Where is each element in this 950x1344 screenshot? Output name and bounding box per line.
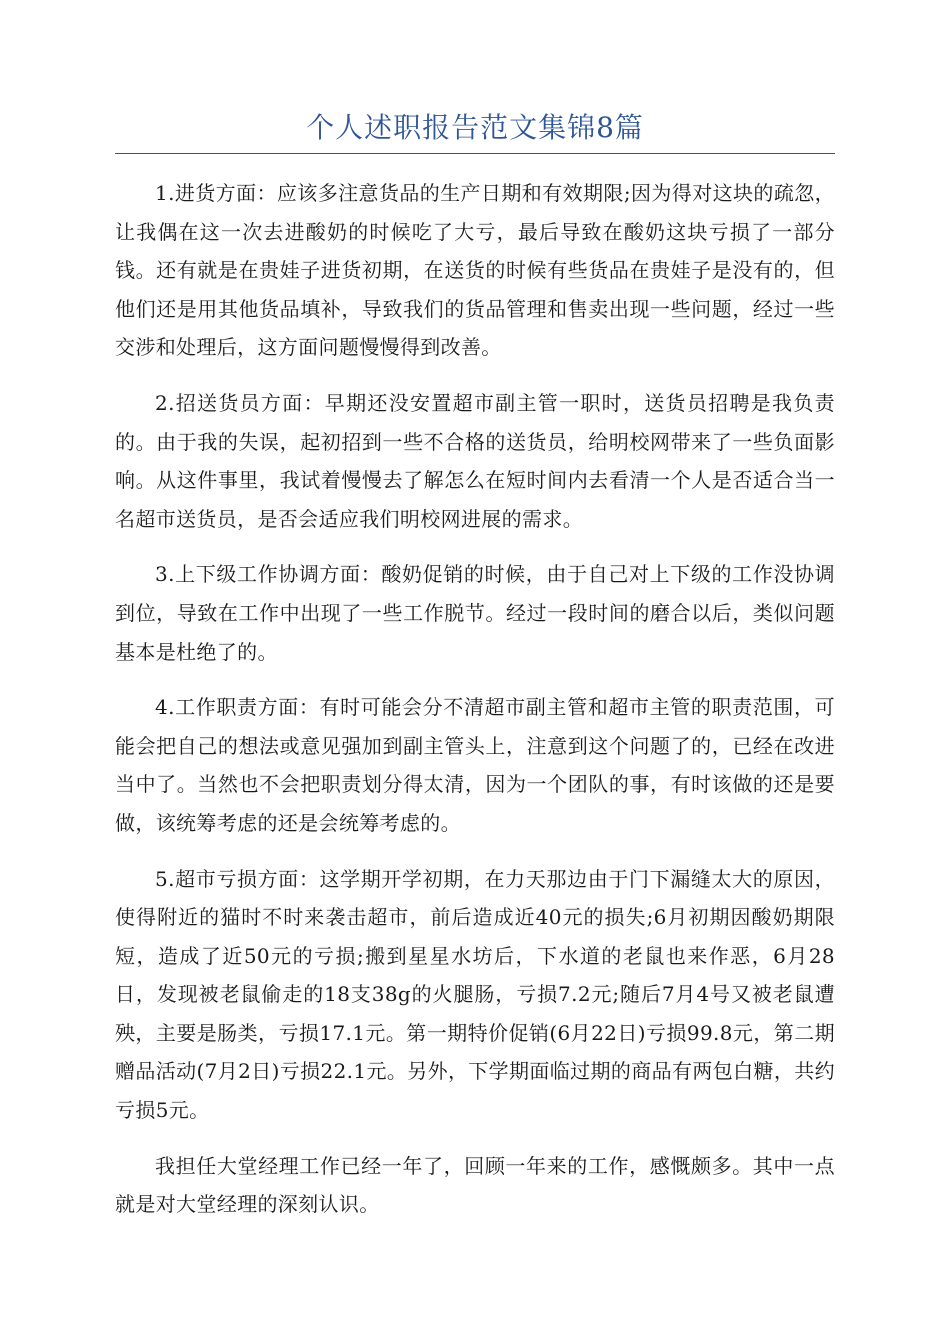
paragraph-delivery-staff: 2.招送货员方面：早期还没安置超市副主管一职时，送货员招聘是我负责的。由于我的失误，起初招到一些不合格的送货员，给明校网带来了一些负面影响。从这件事里，我试着慢慢去了解怎么在短时间内去看清一个人是否适合当一名超市送货员，是否会适应我们明校网进展的需求。 bbox=[115, 390, 835, 531]
paragraph-coordination: 3.上下级工作协调方面：酸奶促销的时候，由于自己对上下级的工作没协调到位，导致在工作中出现了一些工作脱节。经过一段时间的磨合以后，类似问题基本是杜绝了的。 bbox=[115, 562, 835, 664]
document-body bbox=[115, 174, 835, 1241]
paragraph-purchasing: 1.进货方面：应该多注意货品的生产日期和有效期限;因为得对这块的疏忽，让我偶在这一次去进酸奶的时候吃了大亏，最后导致在酸奶这块亏损了一部分钱。还有就是在贵娃子进货初期，在送货的时候有些货品在贵娃子是没有的，但他们还是用其他货品填补，导致我们的货品管理和售卖出现一些问题，经过一些交涉和处理后，这方面问题慢慢得到改善。 bbox=[115, 181, 835, 360]
paragraph-lobby-manager: 我担任大堂经理工作已经一年了，回顾一年来的工作，感慨颇多。其中一点就是对大堂经理的深刻认识。 bbox=[115, 1153, 835, 1217]
paragraph-losses: 5.超市亏损方面：这学期开学初期，在力天那边由于门下漏缝太大的原因，使得附近的猫时不时来袭击超市，前后造成近40元的损失;6月初期因酸奶期限短，造成了近50元的亏损;搬到星星水坊后，下水道的老鼠也来作恶，6月28日，发现被老鼠偷走的18支38g的火腿肠，亏损7.2元;随后7月4号又被老鼠遭殃，主要是肠类，亏损17.1元。第一期特价促销(6月22日)亏损99.8元，第二期赠品活动(7月2日)亏损22.1元。另外，下学期面临过期的商品有两包白糖，共约亏损5元。 bbox=[115, 866, 835, 1123]
document-title: 个人述职报告范文集锦8篇 bbox=[306, 111, 644, 144]
title-underline bbox=[115, 153, 835, 154]
paragraph-responsibilities: 4.工作职责方面：有时可能会分不清超市副主管和超市主管的职责范围，可能会把自己的想法或意见强加到副主管头上，注意到这个问题了的，已经在改进当中了。当然也不会把职责划分得太清，因为一个团队的事，有时该做的还是要做，该统筹考虑的还是会统筹考虑的。 bbox=[115, 695, 835, 835]
